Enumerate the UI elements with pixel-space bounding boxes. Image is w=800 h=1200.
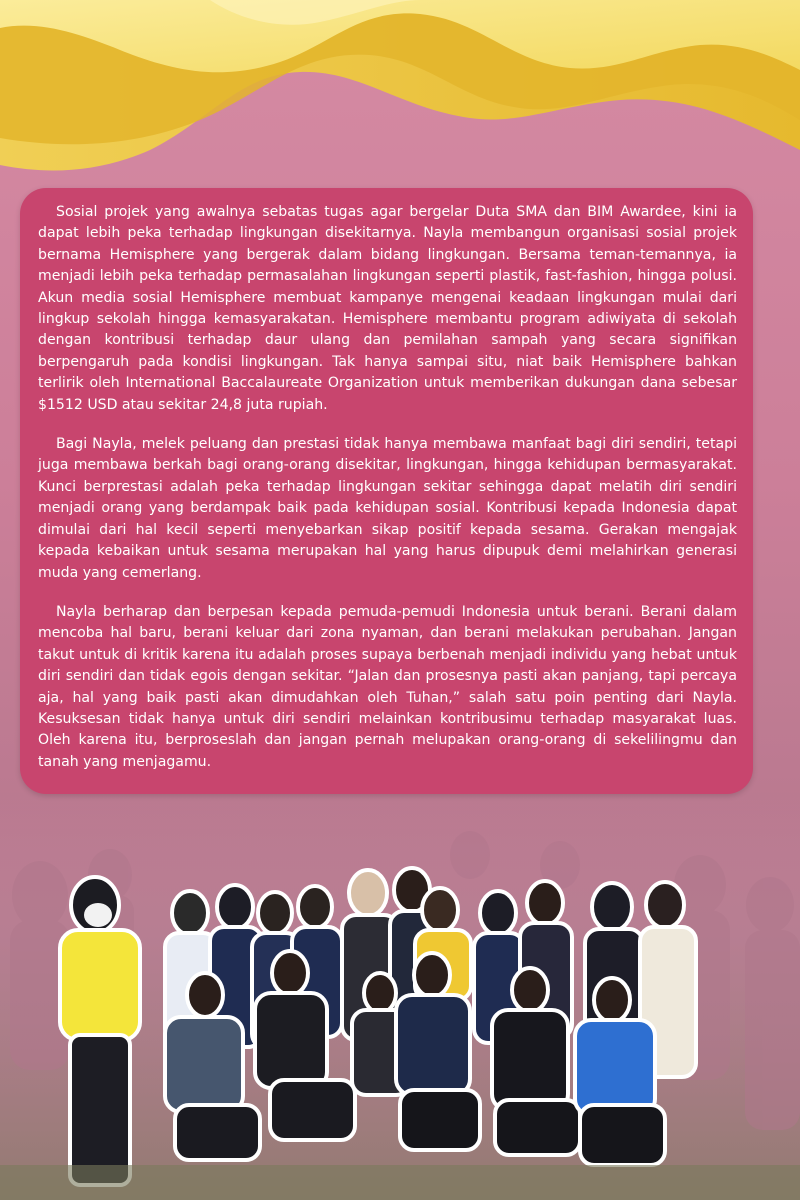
article-paragraph-3: Nayla berharap dan berpesan kepada pemuda-pemudi Indonesia untuk berani. Berani dalam mencoba hal baru, berani keluar dari zona nyaman, dan berani melakukan perubahan. Jangan takut untuk di kritik karena itu adalah proses supaya berbenah menjadi individu yang hebat untuk diri sendiri dan tidak egois dengan sekitar. “Jalan dan prosesnya pasti akan panjang, tapi percaya aja, hal yang baik pasti akan dimudahkan oleh Tuhan,” salah satu poin penting dari Nayla. Kesuksesan tidak hanya untuk diri sendiri melainkan kontribusimu terhadap masyarakat luas. Oleh karena itu, berproseslah dan jangan pernah melupakan orang-orang di sekelilingmu dan tanah yang menjagamu.: [38, 603, 737, 770]
decorative-wave-header: [0, 0, 800, 200]
article-paragraph-1: Sosial projek yang awalnya sebatas tugas agar bergelar Duta SMA dan BIM Awardee, kini ia dapat lebih peka terhadap lingkungan disekitarnya. Nayla membangun organisasi sosial projek bernama Hemisphere yang bergerak dalam bidang lingkungan. Bersama teman-temannya, ia menjadi lebih peka terhadap permasalahan lingkungan seperti plastik, fast-fashion, hingga polusi. Akun media sosial Hemisphere membuat kampanye mengenai keadaan lingkungan mulai dari lingkup sekolah hingga kemasyarakatan. Hemisphere membantu program adiwiyata di sekolah dengan kontribusi terhadap daur ulang dan pemilahan sampah yang secara signifikan berpengaruh pada kondisi lingkungan. Tak hanya sampai situ, niat baik Hemisphere bahkan terlirik oleh International Baccalaureate Organization untuk memberikan dukungan dana sebesar $1512 USD atau sekitar 24,8 juta rupiah.: [38, 204, 737, 413]
article-paragraph-2: Bagi Nayla, melek peluang dan prestasi tidak hanya membawa manfaat bagi diri sendiri, tetapi juga membawa berkah bagi orang-orang disekitar, lingkungan, hingga kehidupan bermasyarakat. Kunci berprestasi adalah peka terhadap lingkungan sekitar sehingga dapat melatih diri sendiri menjadi orang yang berdampak baik pada kehidupan sosial. Kontribusi kepada Indonesia dapat dimulai dari hal kecil seperti menyebarkan sikap positif kepada sesama. Gerakan mengajak kepada kebaikan untuk sesama merupakan hal yang harus dipupuk demi melahirkan generasi muda yang cemerlang.: [38, 436, 737, 581]
group-photo: [0, 795, 800, 1200]
article-card: [20, 188, 753, 794]
